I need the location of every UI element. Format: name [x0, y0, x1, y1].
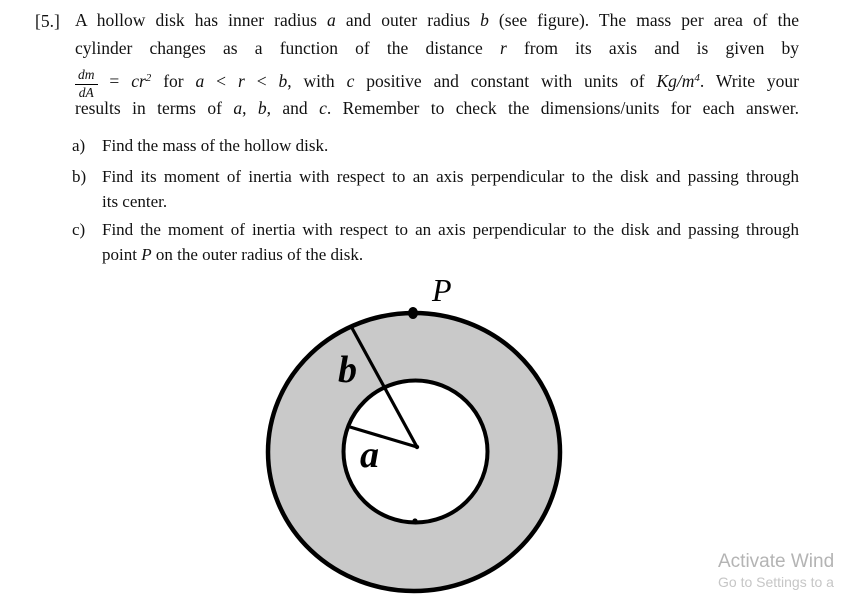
- text-run: , and: [266, 98, 320, 118]
- text-run: point: [102, 245, 142, 264]
- var-r: r: [237, 71, 245, 91]
- part-b-line-2: its center.: [102, 192, 168, 211]
- var-c: c: [346, 71, 355, 91]
- less-than: <: [204, 71, 238, 91]
- center-vertex-dot: [415, 445, 419, 449]
- part-c: [72, 217, 799, 267]
- point-p-dot: [408, 307, 418, 319]
- part-c-line-1: Find the moment of inertia with respect to an axis perpendicular to the disk and passing through: [102, 220, 799, 239]
- var-b: b: [257, 98, 267, 118]
- problem-number: [5.]: [35, 11, 60, 31]
- part-b: [72, 164, 799, 214]
- exponent-2: 2: [145, 72, 152, 84]
- text-run: . Write your: [699, 71, 800, 91]
- watermark-line-1: Activate Wind: [718, 551, 835, 572]
- hollow-disk-figure: [250, 272, 590, 602]
- part-a-marker: a): [72, 136, 86, 155]
- part-a-text: [102, 133, 799, 158]
- var-b: b: [480, 10, 489, 30]
- fraction-numerator: dm: [75, 68, 98, 85]
- figure-label-P: P: [432, 272, 452, 308]
- part-b-line-1: Find its moment of inertia with respect to an axis perpendicular to the disk and passing through: [102, 167, 799, 186]
- problem-line-1: [75, 6, 799, 34]
- figure-label-a: a: [360, 434, 379, 476]
- text-run: . Remember to check the dimensions/units for each answer.: [326, 98, 799, 118]
- watermark-line-2: Go to Settings to a: [718, 574, 834, 590]
- part-b-text: [102, 164, 799, 214]
- fraction-denominator: dA: [78, 85, 94, 100]
- figure-label-b: b: [338, 349, 357, 391]
- question-parts: [72, 133, 799, 267]
- var-c: c: [319, 98, 327, 118]
- text-run: positive and constant with units of: [354, 71, 657, 91]
- text-run: results in terms of: [75, 98, 234, 118]
- text-run: on the outer radius of the disk.: [151, 245, 364, 264]
- text-run: for: [151, 71, 196, 91]
- var-a: a: [327, 10, 336, 30]
- inner-bottom-dot: [412, 518, 417, 523]
- var-r: r: [499, 38, 507, 58]
- problem-line-2: [75, 34, 799, 62]
- var-a: a: [195, 71, 205, 91]
- less-than: <: [244, 71, 279, 91]
- problem-line-4: [75, 94, 799, 122]
- text-run: cylinder changes as a function of the distance: [75, 38, 500, 58]
- problem-line-3: [75, 62, 800, 100]
- problem-statement: [75, 6, 799, 122]
- part-a: [72, 133, 799, 158]
- var-b: b: [278, 71, 288, 91]
- var-a: a: [233, 98, 243, 118]
- text-run: from its axis and is given by: [506, 38, 800, 58]
- activate-windows-watermark: [718, 551, 834, 591]
- equals-sign: =: [97, 71, 132, 91]
- exponent-4: 4: [694, 72, 700, 84]
- part-a-line-1: Find the mass of the hollow disk.: [102, 136, 329, 155]
- part-c-marker: c): [72, 220, 86, 239]
- part-c-text: [102, 217, 799, 267]
- text-run: (see figure). The mass per area of the: [488, 10, 799, 30]
- text-run: and outer radius: [335, 10, 481, 30]
- units-kg-m: Kg/m: [656, 71, 695, 91]
- text-run: ,: [242, 98, 258, 118]
- text-run: , with: [287, 71, 347, 91]
- var-cr: cr: [131, 71, 146, 91]
- text-run: A hollow disk has inner radius: [75, 10, 328, 30]
- part-b-marker: b): [72, 167, 87, 186]
- var-P: P: [141, 245, 152, 264]
